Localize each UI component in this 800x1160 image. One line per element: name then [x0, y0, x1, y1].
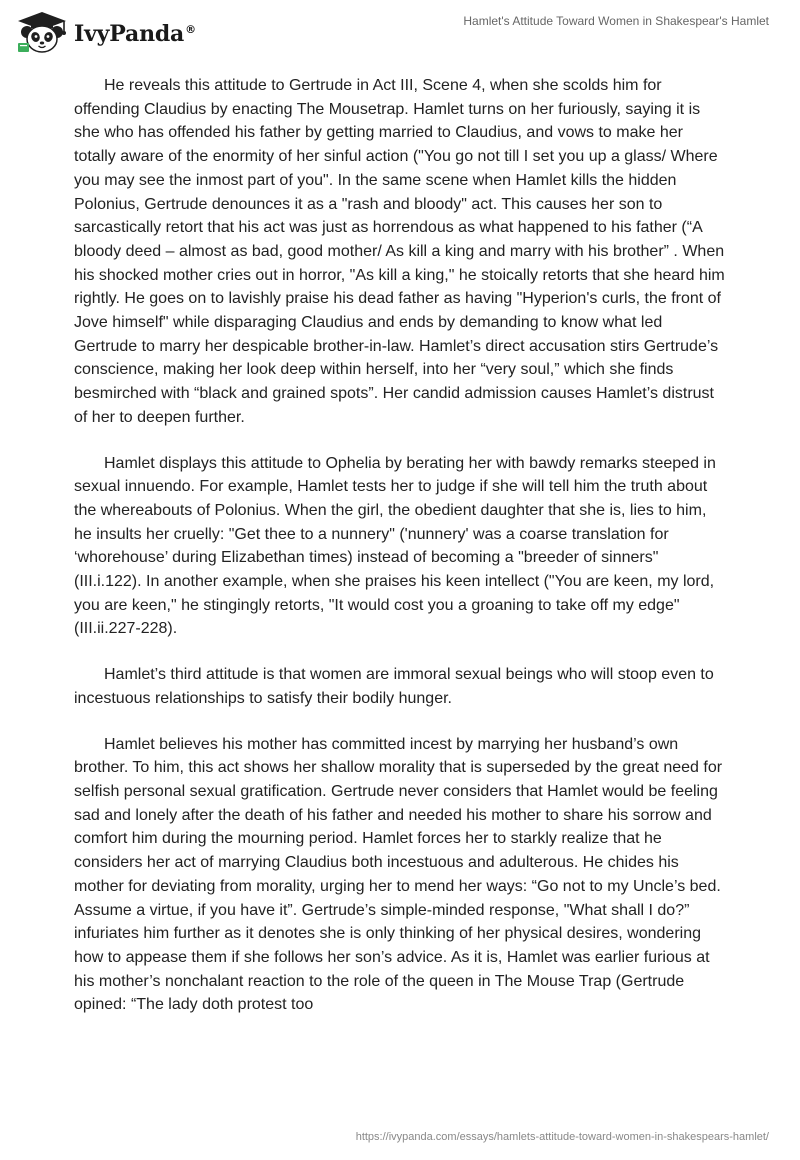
page-header [0, 0, 800, 60]
registered-mark: ® [185, 22, 196, 36]
paragraph: Hamlet’s third attitude is that women are immoral sexual beings who will stoop even to incestuous relationships to satisfy their bodily hunger. [74, 666, 714, 707]
essay-body [74, 74, 728, 1039]
source-url[interactable]: https://ivypanda.com/essays/hamlets-attitude-toward-women-in-shakespears-hamlet/ [355, 1131, 769, 1143]
panda-graduate-icon [14, 10, 70, 54]
brand-name-text: IvyPanda [74, 21, 185, 47]
document-title: Hamlet's Attitude Toward Women in Shakespear's Hamlet [463, 14, 769, 28]
brand-logo[interactable] [14, 10, 196, 54]
brand-name [74, 21, 196, 47]
paragraph: Hamlet displays this attitude to Ophelia by berating her with bawdy remarks steeped in sexual innuendo. For example, Hamlet tests her to judge if she will tell him the truth about the whereabouts of Polonius. When the girl, the obedient daughter that she is, lies to him, he insults her cruelly: "Get thee to a nunnery" ('nunnery' was a coarse translation for ‘whorehouse’ during Elizabethan times) instead of becoming a "breeder of sinners" (III.i.122). In another example, when she praises his keen intellect ("You are keen, my lord, you are keen," he stingingly retorts, "It would cost you a groaning to take off my edge" (III.ii.227-228). [74, 454, 716, 638]
paragraph: Hamlet believes his mother has committed incest by marrying her husband’s own brother. To him, this act shows her shallow morality that is superseded by the great need for selfish personal sexual gratification. Gertrude never considers that Hamlet would be feeling sad and lonely after the death of his father and needed his mother to share his sorrow and comfort him during the mourning period. Hamlet forces her to starkly realize that he considers her act of marrying Claudius both incestuous and adulterous. He chides his mother for deviating from morality, urging her to mend her ways: “Go not to my Uncle’s bed. Assume a virtue, if you have it”. Gertrude’s simple-minded response, "What shall I do?” infuriates him further as it denotes she is only thinking of her physical desires, wondering how to appease them if she follows her son’s advice. As it is, Hamlet was earlier furious at his mother’s nonchalant reaction to the role of the queen in The Mouse Trap (Gertrude opined: “The lady doth protest too [74, 735, 723, 1014]
paragraph: He reveals this attitude to Gertrude in Act III, Scene 4, when she scolds him for offending Claudius by enacting The Mousetrap. Hamlet turns on her furiously, saying it is she who has offended his father by getting married to Claudius, and vows to make her totally aware of the enormity of her sinful action ("You go not till I set you up a glass/ Where you may see the inmost part of you". In the same scene when Hamlet kills the hidden Polonius, Gertrude denounces it as a "rash and bloody" act. This causes her son to sarcastically retort that his act was just as horrendous as what happened to his father (“A bloody deed – almost as bad, good mother/ As kill a king and marry with his brother” . When his shocked mother cries out in horror, "As kill a king," he stoically retorts that she heard him rightly. He goes on to lavishly praise his dead father as having "Hyperion's curls, the front of Jove himself" while disparaging Claudius and ends by demanding to know what led Gertrude to marry her despicable brother-in-law. Hamlet’s direct accusation stirs Gertrude’s conscience, making her look deep within herself, into her “very soul,” which she finds besmirched with “black and grained spots”. Her candid admission causes Hamlet’s distrust of her to deepen further. [74, 77, 725, 426]
